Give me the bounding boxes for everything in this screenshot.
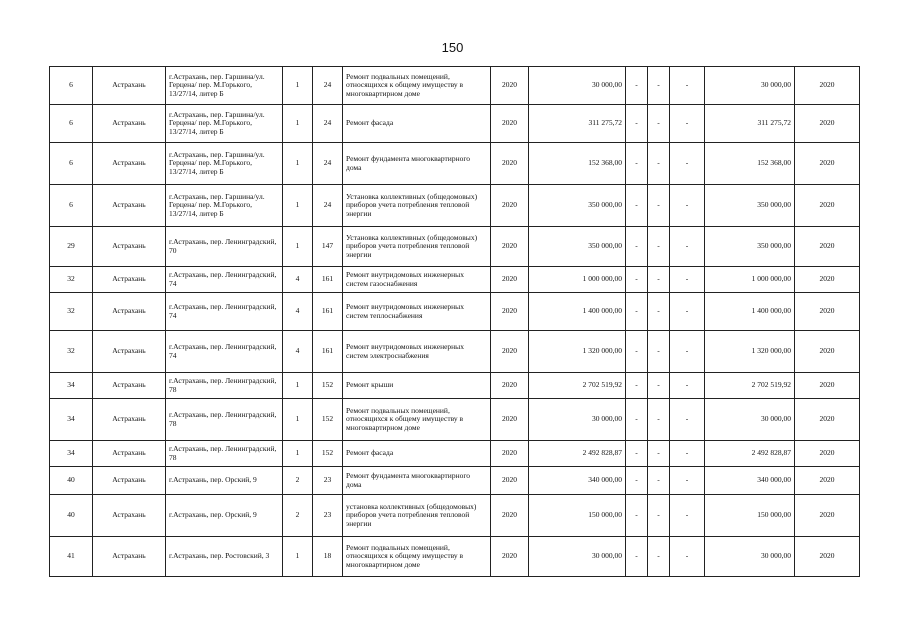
cell-dash-2: - [648,67,670,105]
cell-city: Астрахань [93,267,166,293]
cell-city: Астрахань [93,331,166,373]
table-row [50,537,860,577]
cell-year: 2020 [491,331,529,373]
cell-dash-1: - [626,467,648,495]
cell-work-type: Ремонт внутридомовых инженерных систем теплоснабжения [343,293,491,331]
cell-work-type: Ремонт внутридомовых инженерных систем газоснабжения [343,267,491,293]
cell-col4: 1 [283,399,313,441]
cell-col5: 147 [313,227,343,267]
cell-row-number: 32 [50,267,93,293]
cell-dash-1: - [626,105,648,143]
cell-col4: 4 [283,293,313,331]
cell-address: г.Астрахань, пер. Ленинградский, 74 [166,267,283,293]
page-number: 150 [441,40,464,55]
cell-year-completion: 2020 [795,227,860,267]
table-row [50,331,860,373]
cell-work-type: Ремонт фасада [343,105,491,143]
cell-col4: 2 [283,467,313,495]
table-row [50,373,860,399]
table-row [50,67,860,105]
cell-dash-2: - [648,185,670,227]
cell-year: 2020 [491,67,529,105]
table-body [50,67,860,577]
cell-year: 2020 [491,227,529,267]
cell-year-completion: 2020 [795,267,860,293]
table-row [50,293,860,331]
cell-dash-2: - [648,373,670,399]
cell-work-type: Ремонт подвальных помещений, относящихся к общему имуществу в многоквартирном доме [343,399,491,441]
cell-total: 340 000,00 [705,467,795,495]
cell-year: 2020 [491,185,529,227]
table-row [50,267,860,293]
cell-work-type: Ремонт внутридомовых инженерных систем электроснабжения [343,331,491,373]
cell-dash-3: - [670,399,705,441]
cell-work-type: Ремонт подвальных помещений, относящихся к общему имуществу в многоквартирном доме [343,67,491,105]
cell-total: 30 000,00 [705,67,795,105]
cell-city: Астрахань [93,373,166,399]
cell-amount: 30 000,00 [529,67,626,105]
cell-dash-3: - [670,67,705,105]
cell-col5: 161 [313,293,343,331]
cell-col4: 2 [283,495,313,537]
cell-col4: 4 [283,267,313,293]
table-row [50,441,860,467]
cell-year-completion: 2020 [795,293,860,331]
cell-total: 350 000,00 [705,227,795,267]
cell-address: г.Астрахань, пер. Ленинградский, 78 [166,373,283,399]
cell-work-type: Установка коллективных (общедомовых) приборов учета потребления тепловой энергии [343,227,491,267]
cell-dash-1: - [626,441,648,467]
cell-dash-2: - [648,293,670,331]
cell-col4: 1 [283,227,313,267]
cell-col4: 1 [283,67,313,105]
cell-year-completion: 2020 [795,105,860,143]
cell-row-number: 6 [50,67,93,105]
cell-year: 2020 [491,495,529,537]
cell-total: 2 702 519,92 [705,373,795,399]
cell-year-completion: 2020 [795,143,860,185]
cell-dash-1: - [626,267,648,293]
cell-work-type: Ремонт подвальных помещений, относящихся к общему имуществу в многоквартирном доме [343,537,491,577]
table-row [50,105,860,143]
cell-year-completion: 2020 [795,441,860,467]
cell-row-number: 34 [50,373,93,399]
cell-work-type: Ремонт крыши [343,373,491,399]
cell-total: 152 368,00 [705,143,795,185]
cell-dash-3: - [670,467,705,495]
table-row [50,399,860,441]
cell-year: 2020 [491,467,529,495]
cell-amount: 350 000,00 [529,227,626,267]
cell-work-type: Ремонт фундамента многоквартирного дома [343,467,491,495]
cell-row-number: 6 [50,105,93,143]
cell-col5: 152 [313,399,343,441]
cell-dash-2: - [648,227,670,267]
cell-col4: 1 [283,185,313,227]
table-row [50,143,860,185]
cell-row-number: 40 [50,467,93,495]
cell-city: Астрахань [93,227,166,267]
cell-amount: 1 000 000,00 [529,267,626,293]
cell-year-completion: 2020 [795,185,860,227]
cell-dash-2: - [648,441,670,467]
cell-dash-3: - [670,227,705,267]
cell-col5: 152 [313,373,343,399]
cell-year-completion: 2020 [795,373,860,399]
cell-col5: 24 [313,67,343,105]
cell-year: 2020 [491,537,529,577]
cell-amount: 1 400 000,00 [529,293,626,331]
cell-total: 150 000,00 [705,495,795,537]
cell-year: 2020 [491,143,529,185]
cell-work-type: установка коллективных (общедомовых) приборов учета потребления тепловой энергии [343,495,491,537]
cell-amount: 30 000,00 [529,537,626,577]
cell-col5: 161 [313,331,343,373]
cell-address: г.Астрахань, пер. Ленинградский, 74 [166,293,283,331]
cell-city: Астрахань [93,495,166,537]
cell-address: г.Астрахань, пер. Ленинградский, 74 [166,331,283,373]
cell-col4: 1 [283,373,313,399]
cell-total: 350 000,00 [705,185,795,227]
cell-dash-2: - [648,267,670,293]
cell-dash-1: - [626,143,648,185]
cell-year-completion: 2020 [795,495,860,537]
cell-year-completion: 2020 [795,399,860,441]
cell-dash-1: - [626,399,648,441]
cell-dash-1: - [626,293,648,331]
cell-total: 2 492 828,87 [705,441,795,467]
cell-city: Астрахань [93,293,166,331]
cell-col5: 24 [313,185,343,227]
cell-row-number: 41 [50,537,93,577]
cell-dash-2: - [648,331,670,373]
cell-total: 1 320 000,00 [705,331,795,373]
cell-row-number: 6 [50,143,93,185]
cell-city: Астрахань [93,537,166,577]
cell-dash-2: - [648,537,670,577]
cell-row-number: 34 [50,399,93,441]
cell-amount: 30 000,00 [529,399,626,441]
cell-year-completion: 2020 [795,467,860,495]
cell-col4: 4 [283,331,313,373]
cell-work-type: Ремонт фасада [343,441,491,467]
cell-address: г.Астрахань, пер. Гаршина/ул. Герцена/ пер. М.Горького, 13/27/14, литер Б [166,185,283,227]
cell-year-completion: 2020 [795,537,860,577]
cell-col5: 24 [313,105,343,143]
cell-dash-2: - [648,105,670,143]
cell-city: Астрахань [93,67,166,105]
cell-dash-2: - [648,495,670,537]
cell-address: г.Астрахань, пер. Ленинградский, 70 [166,227,283,267]
cell-col4: 1 [283,537,313,577]
cell-dash-3: - [670,185,705,227]
cell-work-type: Ремонт фундамента многоквартирного дома [343,143,491,185]
table-row [50,185,860,227]
cell-total: 30 000,00 [705,537,795,577]
cell-year: 2020 [491,105,529,143]
cell-row-number: 32 [50,293,93,331]
cell-amount: 340 000,00 [529,467,626,495]
cell-row-number: 29 [50,227,93,267]
cell-dash-3: - [670,293,705,331]
cell-col5: 23 [313,495,343,537]
cell-city: Астрахань [93,399,166,441]
cell-year-completion: 2020 [795,67,860,105]
cell-year-completion: 2020 [795,331,860,373]
cell-year: 2020 [491,441,529,467]
cell-row-number: 32 [50,331,93,373]
cell-row-number: 34 [50,441,93,467]
cell-total: 311 275,72 [705,105,795,143]
cell-col4: 1 [283,143,313,185]
cell-address: г.Астрахань, пер. Ленинградский, 78 [166,441,283,467]
cell-amount: 152 368,00 [529,143,626,185]
cell-row-number: 6 [50,185,93,227]
table-row [50,227,860,267]
cell-dash-1: - [626,537,648,577]
cell-amount: 150 000,00 [529,495,626,537]
cell-dash-3: - [670,495,705,537]
cell-col5: 152 [313,441,343,467]
table-row [50,495,860,537]
cell-col5: 23 [313,467,343,495]
cell-dash-3: - [670,331,705,373]
cell-dash-1: - [626,227,648,267]
cell-address: г.Астрахань, пер. Ленинградский, 78 [166,399,283,441]
cell-amount: 1 320 000,00 [529,331,626,373]
cell-year: 2020 [491,373,529,399]
table-row [50,467,860,495]
cell-city: Астрахань [93,105,166,143]
cell-address: г.Астрахань, пер. Гаршина/ул. Герцена/ пер. М.Горького, 13/27/14, литер Б [166,105,283,143]
cell-city: Астрахань [93,143,166,185]
cell-dash-3: - [670,143,705,185]
cell-year: 2020 [491,399,529,441]
cell-amount: 311 275,72 [529,105,626,143]
cell-dash-3: - [670,537,705,577]
cell-col5: 24 [313,143,343,185]
cell-work-type: Установка коллективных (общедомовых) приборов учета потребления тепловой энергии [343,185,491,227]
cell-col4: 1 [283,105,313,143]
cell-dash-3: - [670,105,705,143]
cell-dash-1: - [626,373,648,399]
cell-year: 2020 [491,267,529,293]
cell-address: г.Астрахань, пер. Гаршина/ул. Герцена/ пер. М.Горького, 13/27/14, литер Б [166,143,283,185]
cell-dash-2: - [648,143,670,185]
repair-register-table [49,66,860,577]
cell-total: 30 000,00 [705,399,795,441]
cell-col5: 161 [313,267,343,293]
cell-address: г.Астрахань, пер. Гаршина/ул. Герцена/ пер. М.Горького, 13/27/14, литер Б [166,67,283,105]
cell-total: 1 400 000,00 [705,293,795,331]
cell-dash-3: - [670,373,705,399]
cell-address: г.Астрахань, пер. Ростовский, 3 [166,537,283,577]
cell-amount: 2 702 519,92 [529,373,626,399]
cell-col5: 18 [313,537,343,577]
cell-address: г.Астрахань, пер. Орский, 9 [166,495,283,537]
cell-dash-1: - [626,331,648,373]
cell-dash-2: - [648,399,670,441]
cell-city: Астрахань [93,467,166,495]
cell-dash-1: - [626,185,648,227]
cell-amount: 350 000,00 [529,185,626,227]
cell-col4: 1 [283,441,313,467]
cell-city: Астрахань [93,441,166,467]
cell-dash-1: - [626,67,648,105]
cell-dash-3: - [670,267,705,293]
cell-city: Астрахань [93,185,166,227]
cell-amount: 2 492 828,87 [529,441,626,467]
cell-dash-1: - [626,495,648,537]
cell-year: 2020 [491,293,529,331]
cell-dash-2: - [648,467,670,495]
cell-address: г.Астрахань, пер. Орский, 9 [166,467,283,495]
cell-row-number: 40 [50,495,93,537]
cell-total: 1 000 000,00 [705,267,795,293]
cell-dash-3: - [670,441,705,467]
